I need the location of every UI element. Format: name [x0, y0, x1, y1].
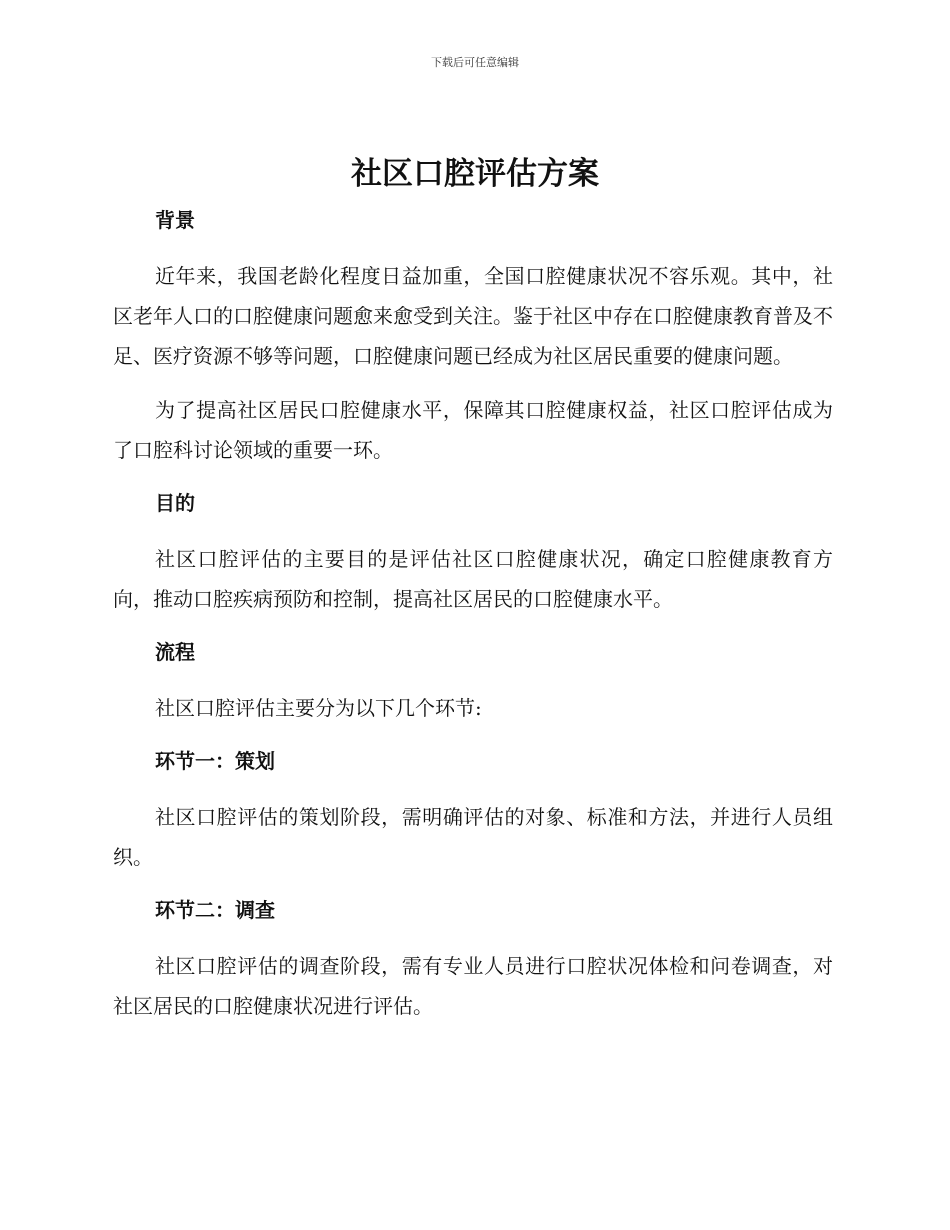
step2-paragraph: 社区口腔评估的调查阶段，需有专业人员进行口腔状况体检和问卷调查，对社区居民的口腔健康状况进行评估。 [113, 954, 833, 1018]
section-heading-purpose: 目的 [155, 491, 195, 515]
section-heading-background: 背景 [155, 208, 195, 232]
section-heading-process: 流程 [155, 640, 195, 664]
page-title: 社区口腔评估方案 [351, 156, 599, 192]
document-body [113, 201, 833, 1026]
background-paragraph-1: 近年来，我国老龄化程度日益加重，全国口腔健康状况不容乐观。其中，社区老年人口的口腔健康问题愈来愈受到关注。鉴于社区中存在口腔健康教育普及不足、医疗资源不够等问题，口腔健康问题已经成为社区居民重要的健康问题。 [113, 264, 833, 368]
purpose-paragraph: 社区口腔评估的主要目的是评估社区口腔健康状况，确定口腔健康教育方向，推动口腔疾病预防和控制，提高社区居民的口腔健康水平。 [113, 547, 833, 611]
process-intro: 社区口腔评估主要分为以下几个环节: [155, 696, 482, 720]
background-paragraph-2: 为了提高社区居民口腔健康水平，保障其口腔健康权益，社区口腔评估成为了口腔科讨论领域的重要一环。 [113, 398, 833, 462]
step1-heading: 环节一：策划 [155, 749, 275, 773]
step1-paragraph: 社区口腔评估的策划阶段，需明确评估的对象、标准和方法，并进行人员组织。 [113, 805, 833, 869]
step2-heading: 环节二：调查 [155, 898, 275, 922]
header-note: 下载后可任意编辑 [431, 56, 519, 69]
